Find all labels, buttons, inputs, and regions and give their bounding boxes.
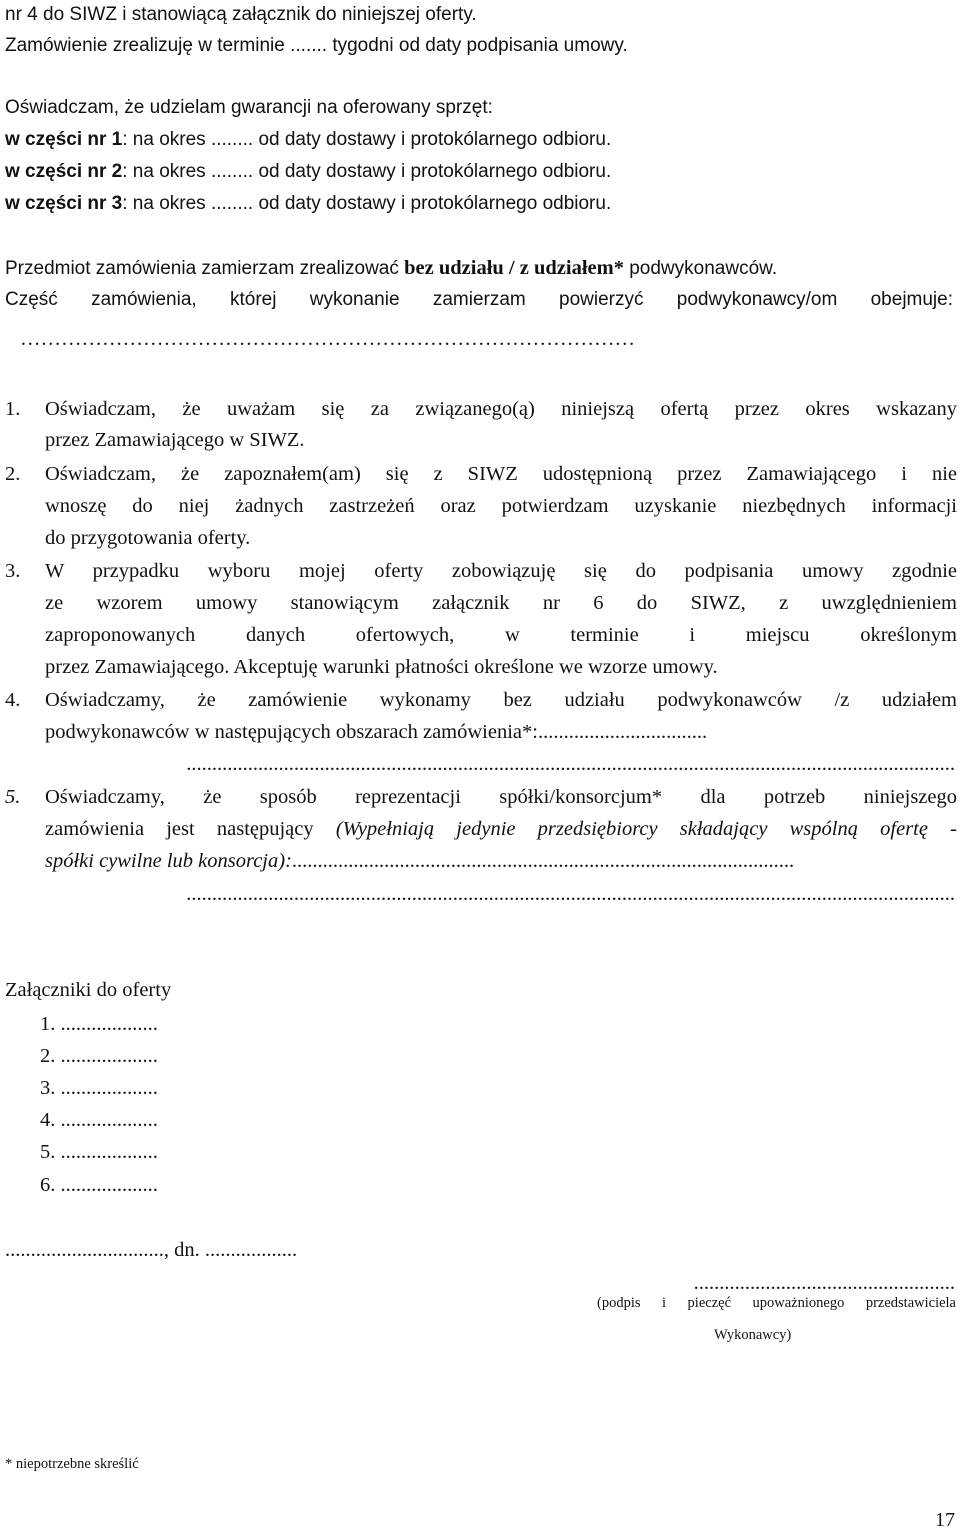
point-1-line: przez Zamawiającego w SIWZ. bbox=[45, 429, 305, 451]
subcontractor-statement: Przedmiot zamówienia zamierzam zrealizować bez udziału / z udziałem* podwykonawców. bbox=[5, 257, 778, 279]
point-3-line: przez Zamawiającego. Akceptuję warunki płatności określone we wzorze umowy. bbox=[45, 656, 718, 678]
attachments-title: Załączniki do oferty bbox=[5, 979, 172, 1001]
point-number: 4. bbox=[5, 689, 21, 711]
text-line: nr 4 do SIWZ i stanowiącą załącznik do niniejszej oferty. bbox=[5, 4, 477, 25]
attachment-item: 1. ................... bbox=[40, 1013, 158, 1035]
point-number: 3. bbox=[5, 560, 21, 582]
place-date-line: ..............................., dn. .................. bbox=[5, 1239, 298, 1261]
attachment-item: 4. ................... bbox=[40, 1109, 158, 1131]
point-5-line: spółki cywilne lub konsorcja):.................................................................................................. bbox=[45, 850, 795, 872]
footnote: * niepotrzebne skreślić bbox=[5, 1456, 139, 1472]
attachment-item: 3. ................... bbox=[40, 1077, 158, 1099]
point-4-line: Oświadczamy, że zamówienie wykonamy bez udziału podwykonawców /z udziałem bbox=[45, 689, 957, 711]
point-4-dotted-line: ...................................................................................................................................................... bbox=[186, 753, 955, 775]
page-number: 17 bbox=[935, 1509, 955, 1531]
point-2-line: Oświadczam, że zapoznałem(am) się z SIWZ udostępnioną przez Zamawiającego i nie bbox=[45, 463, 957, 485]
point-4-line: podwykonawców w następujących obszarach zamówienia*:................................. bbox=[45, 721, 708, 743]
point-5-line: zamówienia jest następujący (Wypełniają jedynie przedsiębiorcy składający wspólną ofertę - bbox=[45, 818, 957, 840]
signature-dots: ................................................... bbox=[693, 1272, 955, 1294]
point-2-line: do przygotowania oferty. bbox=[45, 527, 251, 549]
guarantee-part-3: w części nr 3: na okres ........ od daty dostawy i protokólarnego odbioru. bbox=[5, 193, 612, 214]
point-number: 5. bbox=[5, 786, 21, 808]
attachment-item: 6. ................... bbox=[40, 1174, 158, 1196]
text-line: Zamówienie zrealizuję w terminie ....... tygodni od daty podpisania umowy. bbox=[5, 35, 628, 56]
point-1-line: Oświadczam, że uważam się za związanego(ą) niniejszą ofertą przez okres wskazany bbox=[45, 398, 957, 420]
signature-caption: Wykonawcy) bbox=[714, 1327, 792, 1343]
signature-caption: (podpis i pieczęć upoważnionego przedstawiciela bbox=[597, 1295, 956, 1311]
attachment-item: 2. ................... bbox=[40, 1045, 158, 1067]
point-number: 1. bbox=[5, 398, 21, 420]
point-number: 2. bbox=[5, 463, 21, 485]
guarantee-part-2: w części nr 2: na okres ........ od daty dostawy i protokólarnego odbioru. bbox=[5, 161, 612, 182]
point-3-line: ze wzorem umowy stanowiącym załącznik nr 6 do SIWZ, z uwzględnieniem bbox=[45, 592, 957, 614]
point-2-line: wnoszę do niej żadnych zastrzeżeń oraz potwierdzam uzyskanie niezbędnych informacji bbox=[45, 495, 957, 517]
point-3-line: zaproponowanych danych ofertowych, w terminie i miejscu określonym bbox=[45, 624, 957, 646]
attachment-item: 5. ................... bbox=[40, 1141, 158, 1163]
dotted-fill-line: ……………………………………………………………………………… bbox=[20, 328, 635, 350]
subcontractor-scope: Część zamówienia, której wykonanie zamierzam powierzyć podwykonawcy/om obejmuje: bbox=[5, 289, 953, 310]
point-5-dotted-line: ...................................................................................................................................................... bbox=[186, 883, 955, 905]
guarantee-part-1: w części nr 1: na okres ........ od daty dostawy i protokólarnego odbioru. bbox=[5, 129, 612, 150]
guarantee-intro: Oświadczam, że udzielam gwarancji na oferowany sprzęt: bbox=[5, 97, 493, 118]
point-3-line: W przypadku wyboru mojej oferty zobowiązuję się do podpisania umowy zgodnie bbox=[45, 560, 957, 582]
point-5-line: Oświadczamy, że sposób reprezentacji spółki/konsorcjum* dla potrzeb niniejszego bbox=[45, 786, 957, 808]
